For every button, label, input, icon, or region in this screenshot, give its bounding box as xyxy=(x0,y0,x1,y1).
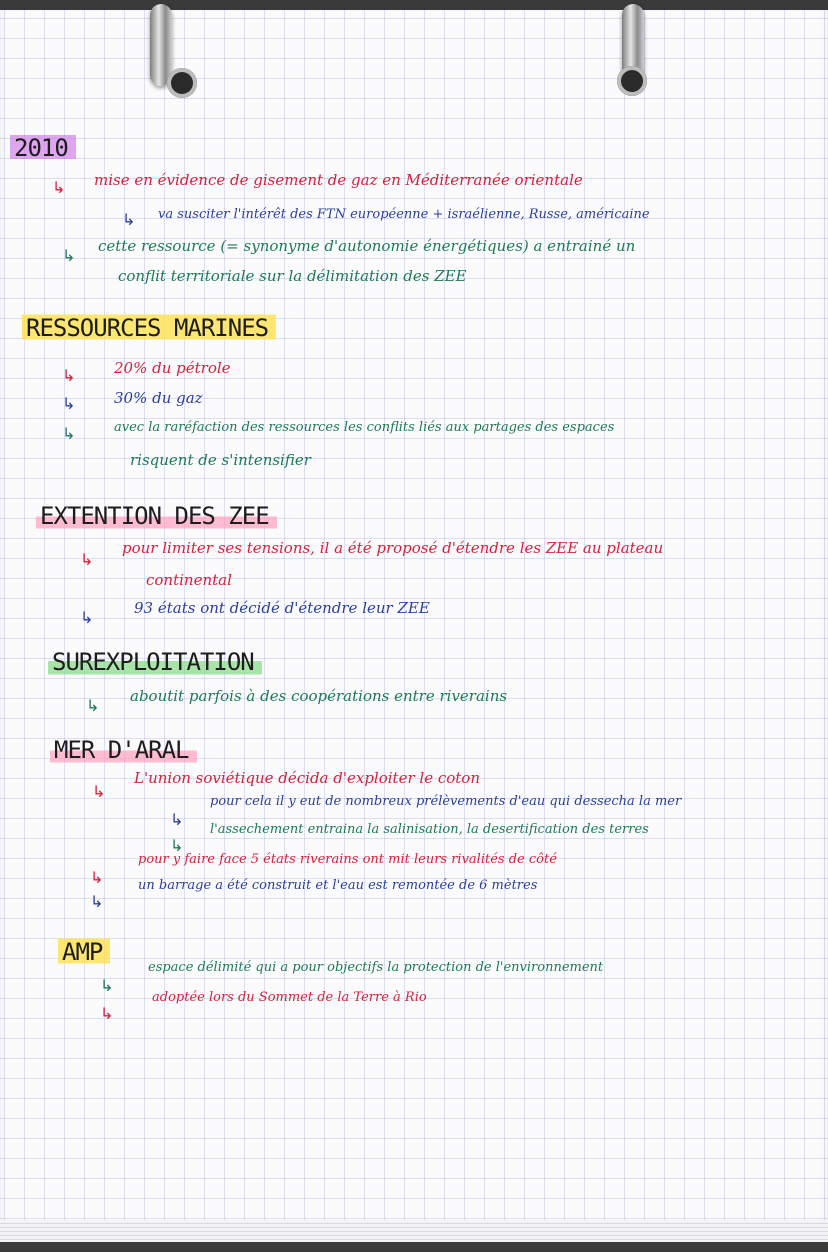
section-title-mer-d-aral: MER D'ARAL xyxy=(50,734,197,764)
note-line: 93 états ont décidé d'étendre leur ZEE xyxy=(134,599,430,617)
arrow-icon: ↳ xyxy=(90,868,104,887)
note-line: 30% du gaz xyxy=(114,389,203,407)
section-title-ressources-marines: RESSOURCES MARINES xyxy=(22,312,276,342)
arrow-icon: ↳ xyxy=(170,810,184,829)
note-line: L'union soviétique décida d'exploiter le coton xyxy=(134,769,480,787)
note-line: espace délimité qui a pour objectifs la protection de l'environnement xyxy=(148,960,604,975)
page-stack-edge xyxy=(0,1220,828,1242)
section-title-surexploitation: SUREXPLOITATION xyxy=(48,646,262,676)
arrow-icon: ↳ xyxy=(62,394,76,413)
note-line: 20% du pétrole xyxy=(114,359,231,377)
arrow-icon: ↳ xyxy=(62,366,76,385)
note-line: continental xyxy=(146,571,232,589)
punch-hole-right xyxy=(617,66,647,96)
note-line: risquent de s'intensifier xyxy=(130,451,311,469)
note-line: aboutit parfois à des coopérations entre riverains xyxy=(130,687,508,705)
note-line: adoptée lors du Sommet de la Terre à Rio xyxy=(152,990,427,1005)
section-title-amp: AMP xyxy=(58,936,110,966)
section-title-2010: 2010 xyxy=(10,132,76,162)
arrow-icon: ↳ xyxy=(100,1004,114,1023)
punch-hole-left xyxy=(167,68,197,98)
arrow-icon: ↳ xyxy=(122,210,136,229)
arrow-icon: ↳ xyxy=(170,836,184,855)
note-line: un barrage a été construit et l'eau est remontée de 6 mètres xyxy=(138,878,538,893)
note-line: va susciter l'intérêt des FTN européenne + israélienne, Russe, américaine xyxy=(158,207,650,222)
arrow-icon: ↳ xyxy=(52,178,66,197)
note-line: conflit territoriale sur la délimitation des ZEE xyxy=(118,267,467,285)
arrow-icon: ↳ xyxy=(62,246,76,265)
notebook-page xyxy=(0,10,828,1242)
arrow-icon: ↳ xyxy=(62,424,76,443)
note-line: avec la raréfaction des ressources les conflits liés aux partages des espaces xyxy=(114,420,615,435)
note-line: pour y faire face 5 états riverains ont mit leurs rivalités de côté xyxy=(138,852,557,867)
note-line: l'assechement entraina la salinisation, la desertification des terres xyxy=(210,822,649,837)
arrow-icon: ↳ xyxy=(92,782,106,801)
arrow-icon: ↳ xyxy=(86,696,100,715)
arrow-icon: ↳ xyxy=(100,976,114,995)
note-line: mise en évidence de gisement de gaz en Méditerranée orientale xyxy=(94,171,583,189)
arrow-icon: ↳ xyxy=(80,550,94,569)
arrow-icon: ↳ xyxy=(80,608,94,627)
note-line: pour limiter ses tensions, il a été proposé d'étendre les ZEE au plateau xyxy=(122,539,664,557)
arrow-icon: ↳ xyxy=(90,892,104,911)
note-line: pour cela il y eut de nombreux prélèvements d'eau qui dessecha la mer xyxy=(210,794,682,809)
section-title-extention-des-zee: EXTENTION DES ZEE xyxy=(36,500,277,530)
note-line: cette ressource (= synonyme d'autonomie énergétiques) a entrainé un xyxy=(98,237,636,255)
